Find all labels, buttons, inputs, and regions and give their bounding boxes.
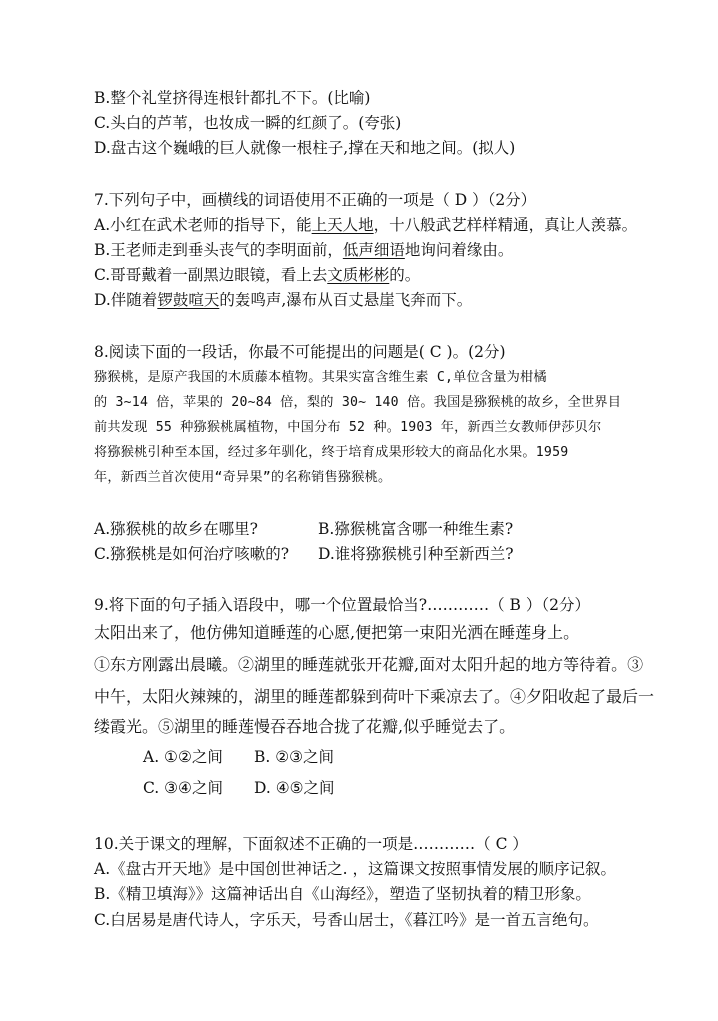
q7-option-d <box>94 289 472 311</box>
q9-option-d: D. ④⑤之间 <box>254 779 335 797</box>
q7-option-d-pre: D.伴随着 <box>94 291 158 309</box>
q7-stem: 7.下列句子中，画横线的词语使用不正确的一项是（ D ）（2分） <box>94 191 537 209</box>
q9-stem: 9.将下面的句子插入语段中，哪一个位置最恰当?…………（ B ）（2分） <box>94 596 590 614</box>
q8-stem: 8.阅读下面的一段话，你最不可能提出的问题是( C )。(2分) <box>94 343 506 361</box>
q8-passage-line-1: 猕猴桃，是原产我国的木质藤本植物。其果实富含维生素 C,单位含量为柑橘 <box>94 370 547 385</box>
q9-paragraph-line-1: ①东方刚露出晨曦。②湖里的睡莲就张开花瓣,面对太阳升起的地方等待着。③ <box>94 655 644 674</box>
q9-insert-sentence: 太阳出来了，他仿佛知道睡莲的心愿,便把第一束阳光洒在睡莲身上。 <box>94 623 580 642</box>
q8-option-b: B.猕猴桃富含哪一种维生素? <box>318 520 514 538</box>
q7-option-b-post: 地询问着缘由。 <box>404 241 514 259</box>
q7-option-b-pre: B.王老师走到垂头丧气的李明面前， <box>94 241 343 259</box>
q10-stem: 10.关于课文的理解，下面叙述不正确的一项是…………（ C ） <box>94 835 528 853</box>
q8-passage-line-4: 将猕猴桃引种至本国，经过多年驯化，终于培育成果形较大的商品化水果。1959 <box>94 445 569 460</box>
q7-option-c <box>94 264 420 286</box>
q9-paragraph-line-2: 中午，太阳火辣辣的，湖里的睡莲都躲到荷叶下乘凉去了。④夕阳收起了最后一 <box>94 687 655 706</box>
q9-paragraph-line-3: 缕霞光。⑤湖里的睡莲慢吞吞地合拢了花瓣,似乎睡觉去了。 <box>94 717 516 736</box>
q8-option-c: C.猕猴桃是如何治疗咳嗽的? <box>94 545 290 563</box>
q10-option-c: C.白居易是唐代诗人，字乐天，号香山居士，《暮江吟》是一首五言绝句。 <box>94 911 599 929</box>
q7-option-a-post: ，十八般武艺样样精通，真让人羡慕。 <box>373 216 638 234</box>
q7-option-c-underlined: 文质彬彬 <box>327 266 390 284</box>
q7-option-d-underlined: 锣鼓喧天 <box>157 291 220 309</box>
q6-option-c: C.头白的芦苇，也妆成一瞬的红颜了。(夸张) <box>94 114 402 132</box>
q8-passage-line-3: 前共发现 55 种猕猴桃属植物，中国分布 52 种。1903 年，新西兰女教师伊莎贝尔 <box>94 420 602 435</box>
q9-option-b: B. ②③之间 <box>254 748 335 766</box>
q7-option-c-pre: C.哥哥戴着一副黑边眼镜，看上去 <box>94 266 328 284</box>
q7-option-b-underlined: 低声细语 <box>342 241 405 259</box>
q8-option-d: D.谁将猕猴桃引种至新西兰? <box>318 545 514 563</box>
q6-option-d: D.盘古这个巍峨的巨人就像一根柱子,撑在天和地之间。(拟人) <box>94 139 516 157</box>
q7-option-b <box>94 239 513 261</box>
q8-option-a: A.猕猴桃的故乡在哪里? <box>94 520 258 538</box>
q10-option-a: A.《盘古开天地》是中国创世神话之. ，这篇课文按照事情发展的顺序记叙。 <box>94 860 616 878</box>
q9-option-a: A. ①②之间 <box>143 748 223 766</box>
q6-option-b: B.整个礼堂挤得连根针都扎不下。(比喻) <box>94 89 371 107</box>
q7-option-a-pre: A.小红在武术老师的指导下，能 <box>94 216 312 234</box>
q10-option-b: B.《精卫填海》》这篇神话出自《山海经》，塑造了坚韧执着的精卫形象。 <box>94 885 591 903</box>
q7-option-c-post: 的。 <box>389 266 421 284</box>
q7-option-a-underlined: 上天人地 <box>311 216 374 234</box>
q8-passage-line-5: 年，新西兰首次使用“奇异果”的名称销售猕猴桃。 <box>94 470 392 485</box>
q7-option-a <box>94 214 637 236</box>
q8-passage-line-2: 的 3~14 倍，苹果的 20~84 倍，梨的 30~ 140 倍。我国是猕猴桃的故乡，全世界目 <box>94 395 622 410</box>
q9-option-c: C. ③④之间 <box>143 779 223 797</box>
q7-option-d-post: 的轰鸣声,瀑布从百丈悬崖飞奔而下。 <box>219 291 473 309</box>
